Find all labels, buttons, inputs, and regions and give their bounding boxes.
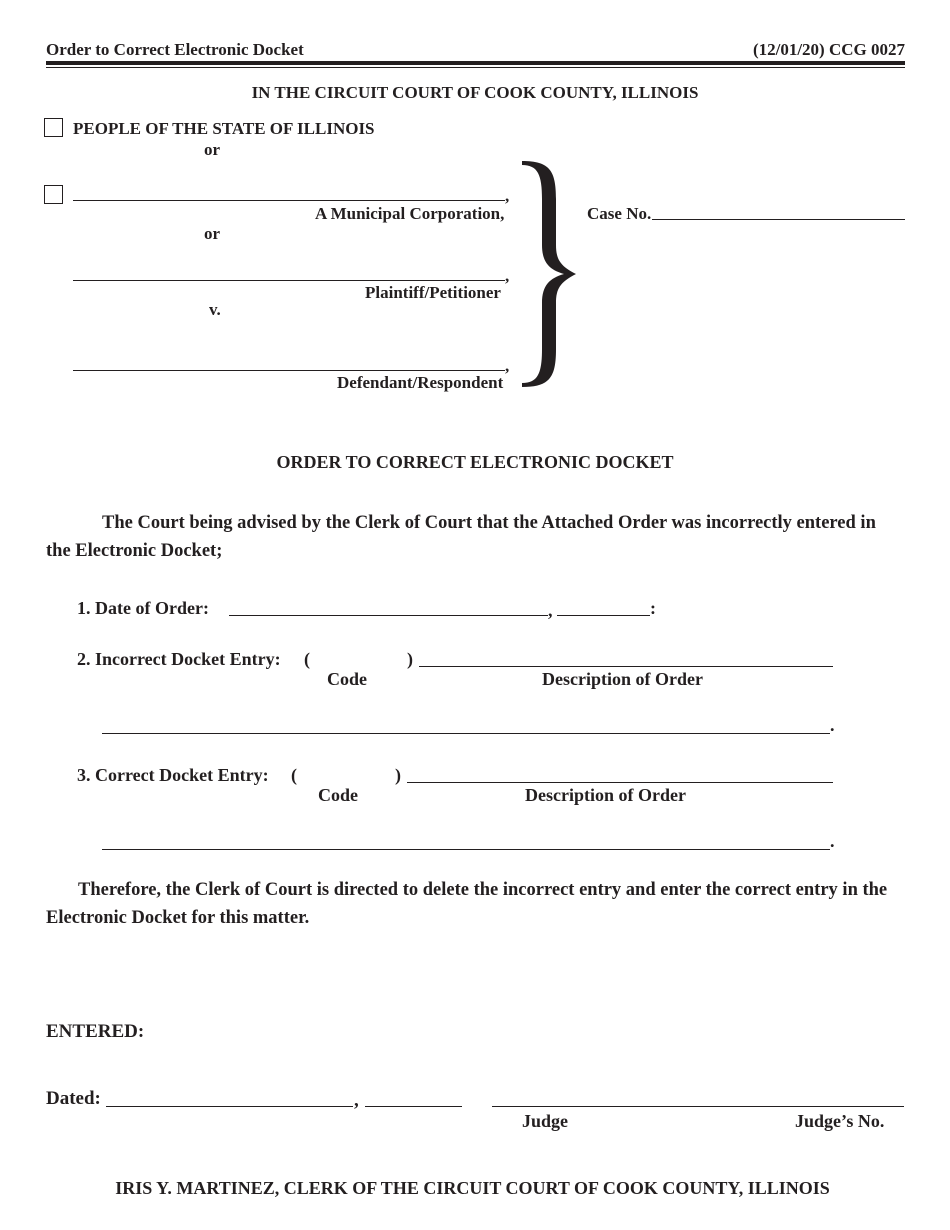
defendant-comma: , bbox=[505, 356, 510, 375]
incorrect-period: . bbox=[830, 715, 835, 735]
date-comma: , bbox=[548, 600, 553, 620]
correct-close-paren: ) bbox=[395, 765, 401, 785]
correct-desc-label: Description of Order bbox=[525, 785, 686, 805]
correct-desc-field-2[interactable] bbox=[102, 828, 830, 850]
order-title: ORDER TO CORRECT ELECTRONIC DOCKET bbox=[276, 452, 674, 472]
form-code: (12/01/20) CCG 0027 bbox=[752, 40, 905, 59]
date-year-field[interactable] bbox=[557, 594, 650, 616]
or-separator-1: or bbox=[204, 140, 221, 159]
incorrect-code-field[interactable] bbox=[314, 645, 406, 667]
case-no-field[interactable] bbox=[652, 198, 905, 220]
court-heading: IN THE CIRCUIT COURT OF COOK COUNTY, ILLINOIS bbox=[251, 83, 699, 102]
correct-period: . bbox=[830, 831, 835, 851]
header-rule-thick bbox=[46, 61, 905, 65]
defendant-label: Defendant/Respondent bbox=[337, 373, 504, 392]
municipal-comma: , bbox=[505, 186, 510, 205]
judge-label: Judge bbox=[522, 1111, 569, 1131]
date-of-order-field[interactable] bbox=[229, 594, 548, 616]
incorrect-desc-label: Description of Order bbox=[542, 669, 703, 689]
dated-field[interactable] bbox=[106, 1085, 353, 1107]
dated-year-field[interactable] bbox=[365, 1085, 462, 1107]
incorrect-entry-label: 2. Incorrect Docket Entry: bbox=[77, 649, 281, 669]
clerk-footer: IRIS Y. MARTINEZ, CLERK OF THE CIRCUIT COURT OF COOK COUNTY, ILLINOIS bbox=[115, 1178, 830, 1198]
municipal-checkbox[interactable] bbox=[44, 185, 63, 204]
form-title: Order to Correct Electronic Docket bbox=[46, 40, 304, 59]
entered-label: ENTERED: bbox=[46, 1021, 145, 1042]
date-of-order-label: 1. Date of Order: bbox=[77, 598, 209, 618]
date-colon: : bbox=[650, 598, 656, 618]
people-checkbox[interactable] bbox=[44, 118, 63, 137]
versus-label: v. bbox=[209, 300, 221, 319]
intro-paragraph: The Court being advised by the Clerk of Court that the Attached Order was incorrectly entered in the Electronic Docket; bbox=[46, 513, 876, 561]
incorrect-open-paren: ( bbox=[304, 649, 310, 669]
correct-desc-field[interactable] bbox=[407, 761, 833, 783]
therefore-paragraph: Therefore, the Clerk of Court is directed to delete the incorrect entry and enter the correct entry in the Electronic Docket for this matter. bbox=[46, 880, 888, 928]
incorrect-desc-field[interactable] bbox=[419, 645, 833, 667]
caption-brace bbox=[516, 155, 586, 393]
correct-open-paren: ( bbox=[291, 765, 297, 785]
incorrect-close-paren: ) bbox=[407, 649, 413, 669]
dated-label: Dated: bbox=[46, 1088, 101, 1109]
plaintiff-comma: , bbox=[505, 266, 510, 285]
or-separator-2: or bbox=[204, 224, 221, 243]
plaintiff-label: Plaintiff/Petitioner bbox=[365, 283, 501, 302]
case-no-label: Case No. bbox=[587, 204, 652, 223]
municipal-label: A Municipal Corporation, bbox=[315, 204, 505, 223]
correct-code-field[interactable] bbox=[301, 761, 394, 783]
header-rule-thin bbox=[46, 67, 905, 68]
defendant-name-field[interactable] bbox=[73, 350, 505, 372]
correct-entry-label: 3. Correct Docket Entry: bbox=[77, 765, 269, 785]
judge-no-label: Judge’s No. bbox=[795, 1111, 885, 1131]
incorrect-code-label: Code bbox=[327, 669, 367, 689]
incorrect-desc-field-2[interactable] bbox=[102, 712, 830, 734]
plaintiff-name-field[interactable] bbox=[73, 260, 505, 282]
judge-signature-field[interactable] bbox=[492, 1085, 904, 1107]
dated-comma: , bbox=[354, 1090, 359, 1111]
people-label: PEOPLE OF THE STATE OF ILLINOIS bbox=[73, 119, 375, 138]
municipal-name-field[interactable] bbox=[73, 180, 505, 202]
correct-code-label: Code bbox=[318, 785, 358, 805]
